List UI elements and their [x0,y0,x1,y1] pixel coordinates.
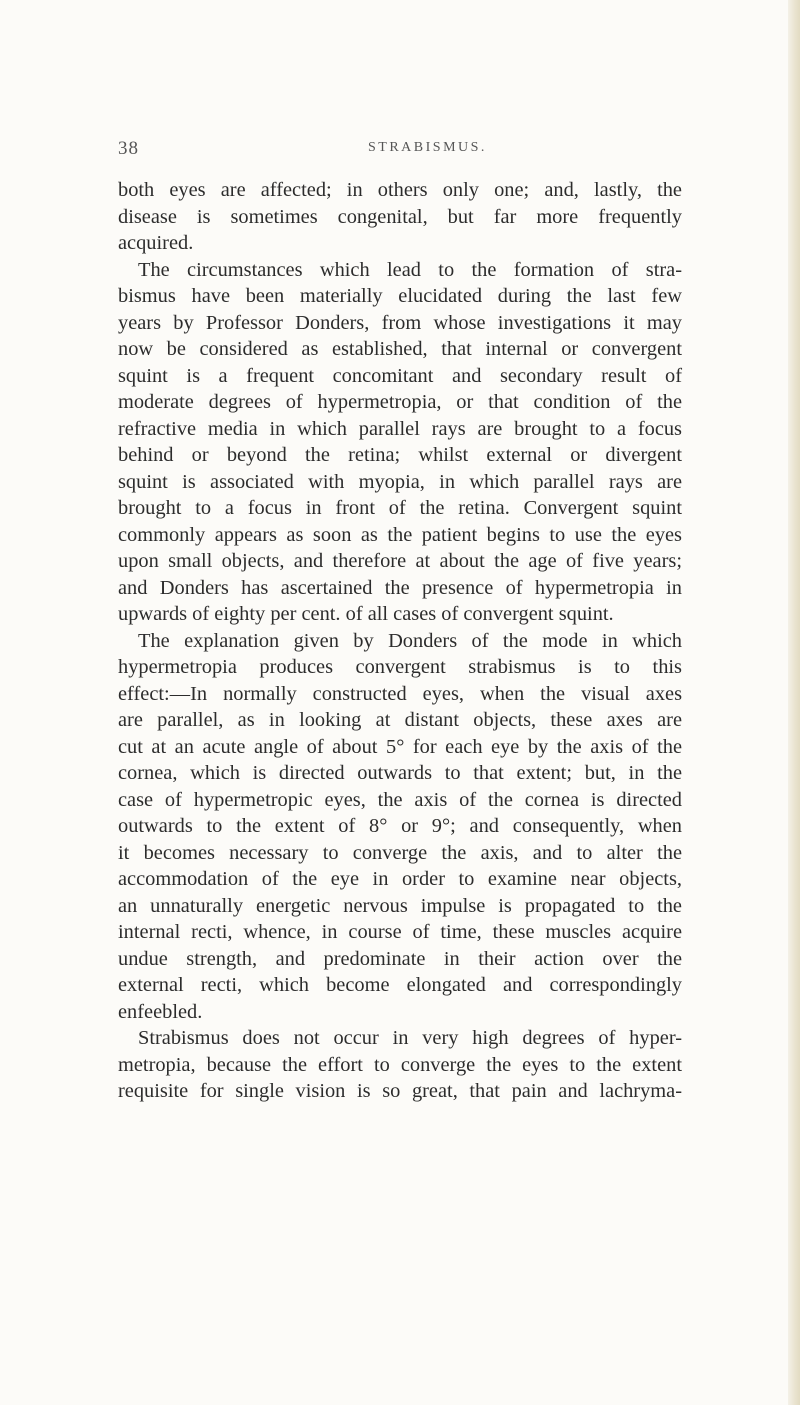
text-line: upwards of eighty per cent. of all cases of convergent squint. [118,603,614,625]
text-line: behind or beyond the retina; whilst external or divergent [118,444,682,466]
text-line: undue strength, and predominate in their action over the [118,947,682,970]
text-line: disease is sometimes congenital, but far more frequently [118,205,682,228]
text-line: internal recti, whence, in course of time, these muscles acquire [118,921,682,943]
text-line: commonly appears as soon as the patient begins to use the eyes [118,523,682,546]
text-line: The circumstances which lead to the formation of stra- [138,258,682,281]
text-line: years by Professor Donders, from whose investigations it may [118,311,682,334]
page-edge-shadow [788,0,800,1405]
text-line: The explanation given by Donders of the mode in which [138,629,682,652]
text-line: requisite for single vision is so great, that pain and lachryma- [118,1080,682,1102]
text-line: bismus have been materially elucidated during the last few [118,285,682,307]
page-number: 38 [118,138,139,159]
text-line: it becomes necessary to converge the axis, and to alter the [118,841,682,864]
text-line: moderate degrees of hypermetropia, or that condition of the [118,391,682,413]
text-line: squint is associated with myopia, in which parallel rays are [118,470,682,493]
text-line: hypermetropia produces convergent strabismus is to this [118,656,682,678]
text-line: accommodation of the eye in order to examine near objects, [118,868,682,890]
text-line: cornea, which is directed outwards to that extent; but, in the [118,762,682,784]
text-line: and Donders has ascertained the presence of hypermetropia in [118,576,682,599]
text-line: an unnaturally energetic nervous impulse is propagated to the [118,894,682,917]
text-line: acquired. [118,232,194,254]
body-text [118,177,682,1105]
text-line: effect:—In normally constructed eyes, when the visual axes [118,682,682,705]
text-line: both eyes are affected; in others only one; and, lastly, the [118,179,682,201]
page-header [118,138,678,166]
text-line: enfeebled. [118,1000,203,1023]
text-line: now be considered as established, that internal or convergent [118,338,682,360]
text-line: cut at an acute angle of about 5° for each eye by the axis of the [118,735,682,758]
running-head: STRABISMUS. [368,140,487,155]
text-line: external recti, which become elongated and correspondingly [118,974,682,996]
text-line: refractive media in which parallel rays are brought to a focus [118,417,682,440]
text-line: brought to a focus in front of the retina. Convergent squint [118,497,682,519]
text-line: metropia, because the effort to converge the eyes to the extent [118,1053,682,1076]
text-line: case of hypermetropic eyes, the axis of the cornea is directed [118,788,682,811]
text-line: outwards to the extent of 8° or 9°; and consequently, when [118,815,682,837]
text-line: Strabismus does not occur in very high degrees of hyper- [138,1027,682,1049]
text-line: are parallel, as in looking at distant objects, these axes are [118,709,682,731]
text-line: squint is a frequent concomitant and secondary result of [118,364,682,387]
text-line: upon small objects, and therefore at about the age of five years; [118,550,682,572]
